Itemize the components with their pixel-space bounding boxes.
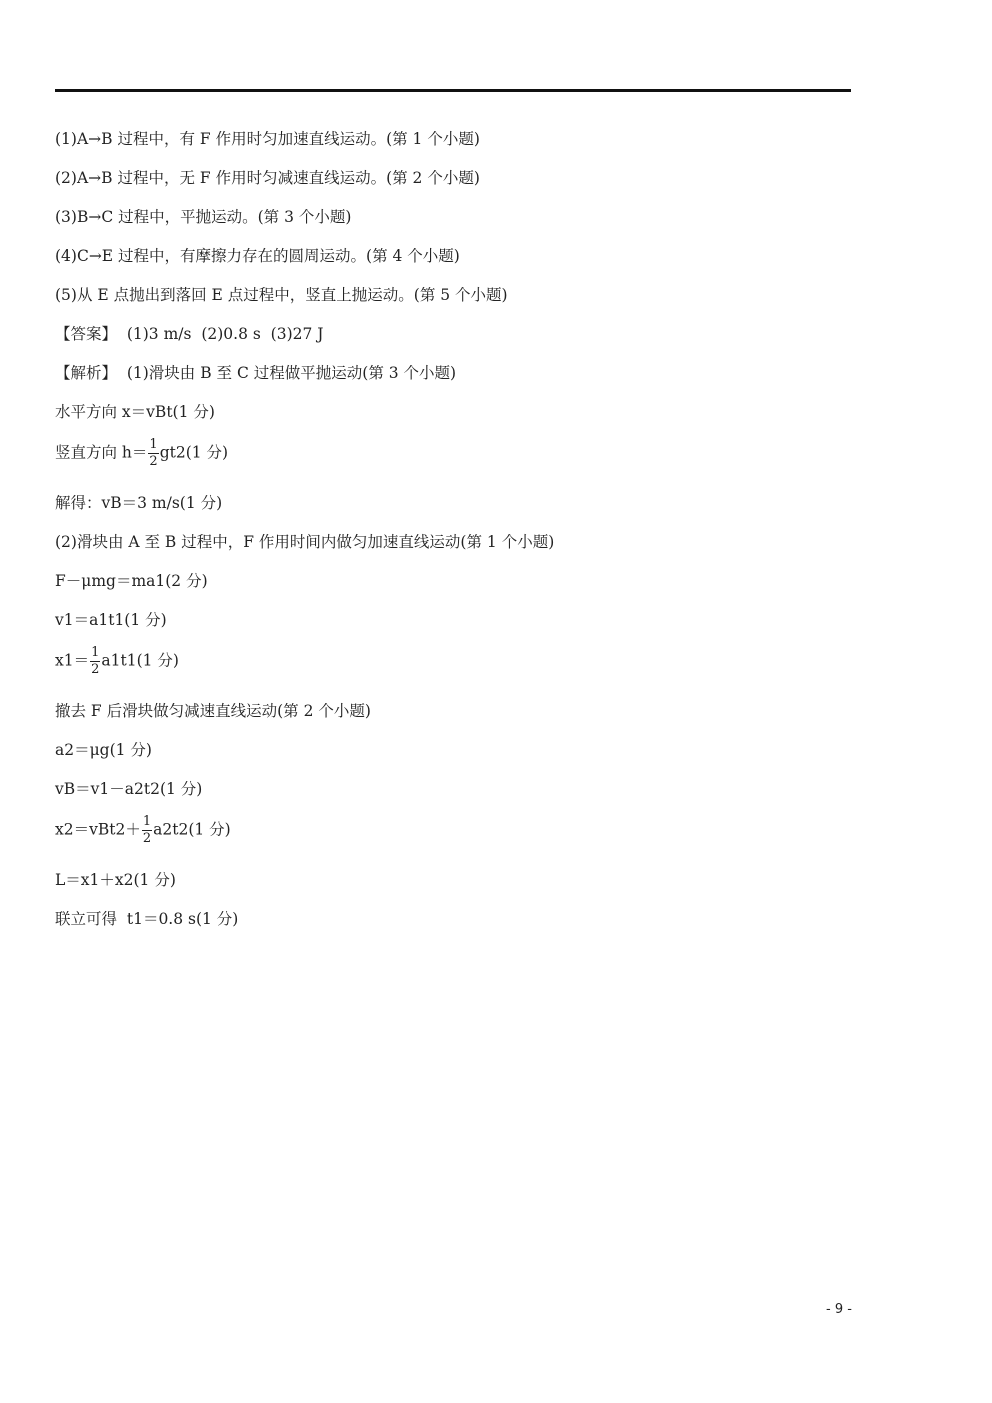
text-line: vB＝v1－a2t2(1 分) xyxy=(55,780,203,798)
fraction-numerator: 1 xyxy=(149,437,158,452)
text-line: (2)A→B 过程中，无 F 作用时匀减速直线运动。(第 2 个小题) xyxy=(55,169,480,187)
fraction-numerator: 1 xyxy=(142,814,152,829)
fraction xyxy=(142,814,152,847)
formula-pre: x2＝vBt2＋ xyxy=(55,820,141,839)
text-line: 水平方向 x＝vBt(1 分) xyxy=(55,403,215,421)
formula-post: a2t2(1 分) xyxy=(153,820,231,839)
text-line: L＝x1＋x2(1 分) xyxy=(55,871,176,889)
formula-line xyxy=(55,437,228,470)
fraction-denominator: 2 xyxy=(142,831,152,846)
text-line: 解得：vB＝3 m/s(1 分) xyxy=(55,494,223,512)
formula-pre: x1＝ xyxy=(55,651,90,670)
text-line: F－μmg＝ma1(2 分) xyxy=(55,572,208,590)
text-line: (5)从 E 点抛出到落回 E 点过程中，竖直上抛运动。(第 5 个小题) xyxy=(55,286,508,304)
page-number: - 9 - xyxy=(826,1302,852,1317)
fraction-numerator: 1 xyxy=(91,645,100,660)
fraction-denominator: 2 xyxy=(149,454,158,469)
header-rule xyxy=(55,89,851,92)
text-line: (3)B→C 过程中，平抛运动。(第 3 个小题) xyxy=(55,208,352,226)
text-line: v1＝a1t1(1 分) xyxy=(55,611,167,629)
text-line: 联立可得 t1＝0.8 s(1 分) xyxy=(55,910,239,928)
answer-line: 【答案】 (1)3 m/s (2)0.8 s (3)27 J xyxy=(55,325,324,343)
text-line: (4)C→E 过程中，有摩擦力存在的圆周运动。(第 4 个小题) xyxy=(55,247,460,265)
text-line: (2)滑块由 A 至 B 过程中，F 作用时间内做匀加速直线运动(第 1 个小题) xyxy=(55,533,555,551)
formula-line xyxy=(55,814,231,847)
formula-post: a1t1(1 分) xyxy=(101,651,179,670)
analysis-line: 【解析】 (1)滑块由 B 至 C 过程做平抛运动(第 3 个小题) xyxy=(55,364,457,382)
fraction xyxy=(148,437,158,470)
text-line: (1)A→B 过程中，有 F 作用时匀加速直线运动。(第 1 个小题) xyxy=(55,130,480,148)
formula-line xyxy=(55,645,179,678)
formula-pre: 竖直方向 h＝ xyxy=(55,443,148,462)
formula-post: gt2(1 分) xyxy=(159,443,229,462)
text-line: 撤去 F 后滑块做匀减速直线运动(第 2 个小题) xyxy=(55,702,371,720)
fraction xyxy=(90,645,100,678)
text-line: a2＝μg(1 分) xyxy=(55,741,152,759)
fraction-denominator: 2 xyxy=(91,662,100,677)
